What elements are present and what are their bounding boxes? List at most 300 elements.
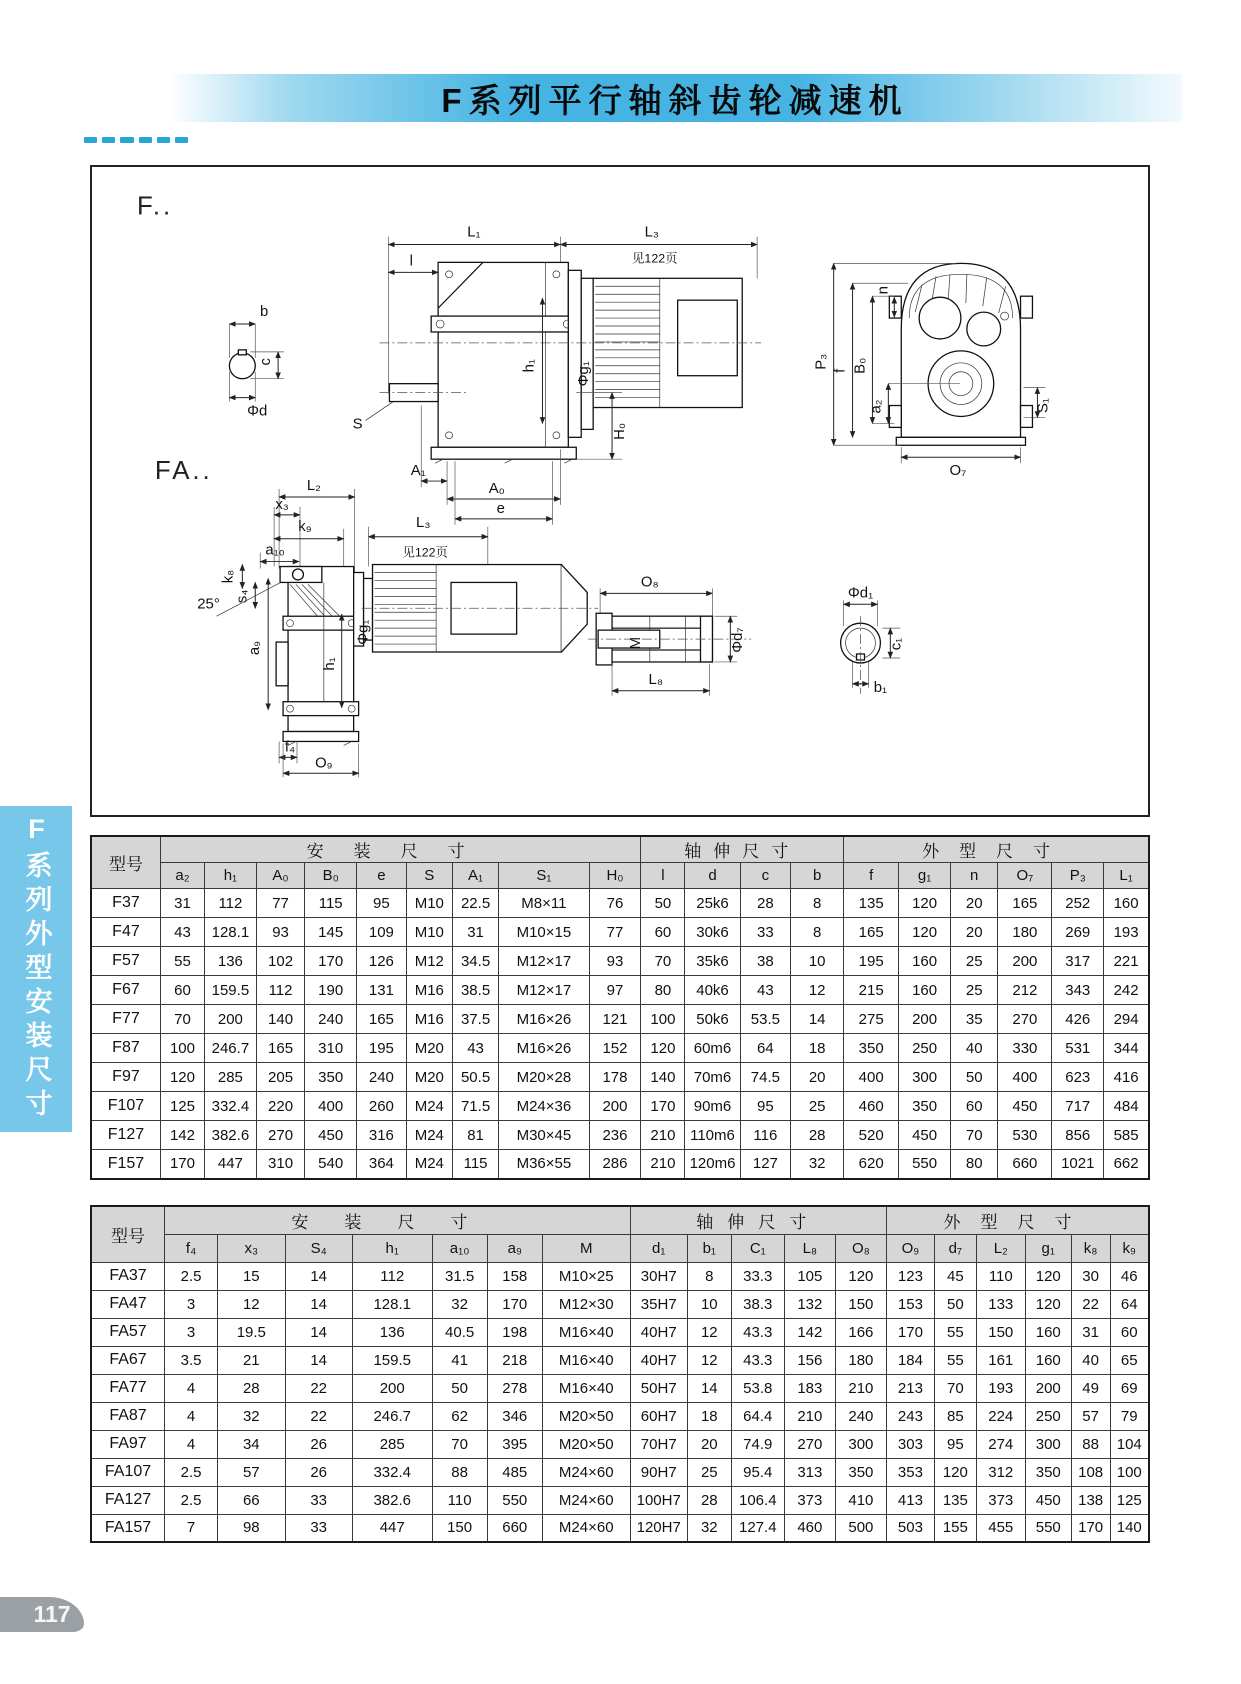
value-cell: 236 [589,1121,641,1150]
value-cell: 70 [432,1430,487,1458]
value-cell: 165 [357,1005,407,1034]
value-cell: 35 [951,1005,998,1034]
value-cell: 159.5 [352,1346,432,1374]
value-cell: 660 [487,1514,542,1542]
value-cell: 22 [1071,1290,1110,1318]
dim-label-A0: A₀ [488,480,505,497]
f-dimensions-table [90,835,1150,1180]
value-cell: 221 [1104,947,1149,976]
value-cell: 80 [641,976,685,1005]
value-cell: 159.5 [205,976,257,1005]
value-cell: 200 [205,1005,257,1034]
value-cell: 140 [1110,1514,1149,1542]
value-cell: 115 [452,1150,498,1179]
value-cell: 12 [218,1290,285,1318]
column-header-row [91,863,1149,889]
value-cell: 170 [641,1092,685,1121]
value-cell: 31.5 [432,1262,487,1290]
value-cell: 106.4 [731,1486,784,1514]
value-cell: 530 [998,1121,1052,1150]
value-cell: 260 [357,1092,407,1121]
value-cell: 145 [305,918,357,947]
bore-detail [841,585,905,695]
value-cell: 126 [357,947,407,976]
value-cell: 160 [1025,1318,1071,1346]
value-cell: 242 [1104,976,1149,1005]
column-header: O₇ [998,863,1052,889]
dim-label-h1-fa: h₁ [321,657,338,671]
column-header: f₄ [165,1234,218,1262]
value-cell: 382.6 [205,1121,257,1150]
value-cell: 32 [218,1402,285,1430]
value-cell: 14 [791,1005,844,1034]
model-column-header: 型号 [91,1206,165,1262]
value-cell: 64.4 [731,1402,784,1430]
value-cell: 150 [835,1290,886,1318]
value-cell: 35H7 [630,1290,687,1318]
value-cell: 20 [791,1063,844,1092]
sidebar-label: F系列外型安装尺寸 [21,814,52,1123]
value-cell: 33 [285,1514,352,1542]
value-cell: 25 [951,947,998,976]
value-cell: 80 [951,1150,998,1179]
drawing-panel [90,165,1150,817]
model-cell: FA37 [91,1262,165,1290]
value-cell: 484 [1104,1092,1149,1121]
value-cell: 40 [951,1034,998,1063]
value-cell: 46 [1110,1262,1149,1290]
value-cell: 64 [740,1034,791,1063]
dim-label-a2: a₂ [868,399,885,414]
value-cell: 274 [976,1430,1025,1458]
value-cell: 33 [740,918,791,947]
value-cell: M16×26 [499,1005,589,1034]
dim-label-O9: O₉ [315,755,333,772]
value-cell: 50k6 [685,1005,740,1034]
value-cell: 131 [357,976,407,1005]
value-cell: 153 [886,1290,934,1318]
model-cell: F87 [91,1034,160,1063]
value-cell: 4 [165,1430,218,1458]
table-row [91,1034,1149,1063]
value-cell: 184 [886,1346,934,1374]
column-header: S₄ [285,1234,352,1262]
value-cell: 662 [1104,1150,1149,1179]
value-cell: 64 [1110,1290,1149,1318]
value-cell: 300 [835,1430,886,1458]
value-cell: 108 [1071,1458,1110,1486]
value-cell: 32 [791,1150,844,1179]
column-header: g₁ [899,863,951,889]
value-cell: 38 [740,947,791,976]
model-cell: FA97 [91,1430,165,1458]
value-cell: 69 [1110,1374,1149,1402]
table-row [91,918,1149,947]
value-cell: 90H7 [630,1458,687,1486]
value-cell: 120m6 [685,1150,740,1179]
value-cell: 76 [589,889,641,918]
value-cell: 95 [934,1430,976,1458]
dim-label-a9: a₉ [247,640,264,656]
sidebar-tab [0,806,72,1132]
column-header: P₃ [1052,863,1104,889]
value-cell: 70 [160,1005,204,1034]
value-cell: 300 [899,1063,951,1092]
value-cell: 193 [976,1374,1025,1402]
value-cell: 60H7 [630,1402,687,1430]
value-cell: 62 [432,1402,487,1430]
dim-label-a10: a₁₀ [265,542,285,559]
column-header: b [791,863,844,889]
value-cell: 60 [641,918,685,947]
value-cell: 350 [305,1063,357,1092]
value-cell: 240 [835,1402,886,1430]
dim-label-O8: O₈ [640,574,659,591]
value-cell: 98 [218,1514,285,1542]
value-cell: 53.8 [731,1374,784,1402]
value-cell: 112 [205,889,257,918]
value-cell: 170 [487,1290,542,1318]
value-cell: 115 [305,889,357,918]
dim-label-phi-g1-fa: Φg₁ [355,619,372,645]
value-cell: 250 [1025,1402,1071,1430]
value-cell: 10 [687,1290,731,1318]
value-cell: 50 [641,889,685,918]
value-cell: 95 [357,889,407,918]
value-cell: 25k6 [685,889,740,918]
value-cell: 38.3 [731,1290,784,1318]
model-cell: F127 [91,1121,160,1150]
ref-note-f: 见122页 [632,251,678,266]
value-cell: 1021 [1052,1150,1104,1179]
value-cell: 105 [784,1262,835,1290]
dim-label-O7: O₇ [949,463,967,480]
group-header-row [91,836,1149,863]
value-cell: 531 [1052,1034,1104,1063]
value-cell: 140 [256,1005,304,1034]
title-banner [168,74,1182,122]
column-header: d [685,863,740,889]
model-cell: F97 [91,1063,160,1092]
value-cell: 2.5 [165,1486,218,1514]
value-cell: 500 [835,1514,886,1542]
group-overall-header: 外型尺寸 [844,836,1149,863]
dim-label-phi-d: Φd [247,403,268,420]
dim-label-phi-g1: Φg₁ [576,361,593,387]
value-cell: 110 [976,1262,1025,1290]
model-cell: F77 [91,1005,160,1034]
value-cell: M8×11 [499,889,589,918]
value-cell: 20 [951,918,998,947]
dim-label-f: f [832,368,849,373]
value-cell: M24×36 [499,1092,589,1121]
column-header: f [844,863,899,889]
value-cell: 70m6 [685,1063,740,1092]
value-cell: 22 [285,1374,352,1402]
value-cell: 332.4 [352,1458,432,1486]
model-cell: FA127 [91,1486,165,1514]
group-shaft-header: 轴伸尺寸 [630,1206,886,1234]
model-cell: F67 [91,976,160,1005]
hollow-shaft-detail [588,574,751,695]
dim-label-c: c [258,358,275,366]
value-cell: 400 [844,1063,899,1092]
value-cell: 252 [1052,889,1104,918]
value-cell: M20×50 [542,1430,630,1458]
value-cell: 350 [1025,1458,1071,1486]
value-cell: 210 [835,1374,886,1402]
value-cell: 35k6 [685,947,740,976]
value-cell: 104 [1110,1430,1149,1458]
value-cell: 31 [452,918,498,947]
value-cell: 540 [305,1150,357,1179]
value-cell: 120 [934,1458,976,1486]
value-cell: 32 [687,1514,731,1542]
dim-label-B0: B₀ [852,357,869,374]
column-header: e [357,863,407,889]
table-row [91,1290,1149,1318]
value-cell: 585 [1104,1121,1149,1150]
value-cell: 123 [886,1262,934,1290]
value-cell: 550 [1025,1514,1071,1542]
value-cell: 317 [1052,947,1104,976]
value-cell: 8 [687,1262,731,1290]
group-install-header: 安装尺寸 [165,1206,631,1234]
value-cell: 66 [218,1486,285,1514]
table-row [91,1121,1149,1150]
value-cell: 120 [1025,1290,1071,1318]
f-type-label: F.. [136,192,174,221]
value-cell: 218 [487,1346,542,1374]
dim-label-b1: b₁ [873,679,888,696]
value-cell: 210 [641,1150,685,1179]
table-row [91,1374,1149,1402]
value-cell: 400 [998,1063,1052,1092]
dim-label-L3-fa: L₃ [416,514,431,531]
value-cell: 395 [487,1430,542,1458]
value-cell: 12 [687,1346,731,1374]
value-cell: 285 [352,1430,432,1458]
value-cell: 170 [1071,1514,1110,1542]
value-cell: 25 [951,976,998,1005]
value-cell: 93 [256,918,304,947]
value-cell: 503 [886,1514,934,1542]
group-install-header: 安装尺寸 [160,836,640,863]
value-cell: 40k6 [685,976,740,1005]
value-cell: 40H7 [630,1318,687,1346]
value-cell: 128.1 [205,918,257,947]
value-cell: 312 [976,1458,1025,1486]
value-cell: M24×60 [542,1458,630,1486]
column-header: C₁ [731,1234,784,1262]
value-cell: 97 [589,976,641,1005]
value-cell: 198 [487,1318,542,1346]
model-cell: F47 [91,918,160,947]
value-cell: 270 [998,1005,1052,1034]
table-row [91,1092,1149,1121]
dim-label-L2: L₂ [306,478,321,495]
model-cell: F157 [91,1150,160,1179]
value-cell: M24×60 [542,1514,630,1542]
value-cell: 120 [1025,1262,1071,1290]
model-column-header: 型号 [91,836,160,889]
value-cell: 4 [165,1374,218,1402]
value-cell: M12 [406,947,452,976]
value-cell: 180 [835,1346,886,1374]
value-cell: 200 [1025,1374,1071,1402]
group-shaft-header: 轴伸尺寸 [641,836,844,863]
ref-note-fa: 见122页 [402,545,448,560]
column-header: L₁ [1104,863,1149,889]
value-cell: 270 [256,1121,304,1150]
value-cell: 55 [934,1318,976,1346]
value-cell: 285 [205,1063,257,1092]
dim-label-L3: L₃ [644,224,659,241]
value-cell: 160 [1104,889,1149,918]
value-cell: 116 [740,1121,791,1150]
logo-watermark [84,137,188,144]
column-header: L₂ [976,1234,1025,1262]
value-cell: 373 [976,1486,1025,1514]
value-cell: 15 [218,1262,285,1290]
value-cell: 90m6 [685,1092,740,1121]
value-cell: 166 [835,1318,886,1346]
value-cell: 200 [589,1092,641,1121]
value-cell: 128.1 [352,1290,432,1318]
column-header: h₁ [352,1234,432,1262]
value-cell: 213 [886,1374,934,1402]
dim-label-k8: k₈ [220,569,237,584]
value-cell: 57 [1071,1402,1110,1430]
value-cell: 165 [256,1034,304,1063]
value-cell: 60 [1110,1318,1149,1346]
value-cell: 125 [1110,1486,1149,1514]
value-cell: 127.4 [731,1514,784,1542]
dim-label-b: b [260,304,269,321]
value-cell: 7 [165,1514,218,1542]
value-cell: 100 [1110,1458,1149,1486]
value-cell: M36×55 [499,1150,589,1179]
value-cell: 120H7 [630,1514,687,1542]
value-cell: 4 [165,1402,218,1430]
value-cell: 135 [844,889,899,918]
value-cell: M20×50 [542,1402,630,1430]
value-cell: 20 [687,1430,731,1458]
value-cell: 43 [740,976,791,1005]
value-cell: 14 [285,1290,352,1318]
value-cell: 224 [976,1402,1025,1430]
value-cell: 70 [934,1374,976,1402]
table-row [91,1486,1149,1514]
value-cell: 26 [285,1458,352,1486]
column-header: h₁ [205,863,257,889]
table-row [91,976,1149,1005]
dim-label-c1: c₁ [888,637,905,651]
value-cell: 40H7 [630,1346,687,1374]
value-cell: 79 [1110,1402,1149,1430]
table-row [91,1430,1149,1458]
column-header: H₀ [589,863,641,889]
value-cell: M24 [406,1150,452,1179]
value-cell: 88 [432,1458,487,1486]
value-cell: 856 [1052,1121,1104,1150]
value-cell: 170 [886,1318,934,1346]
value-cell: 303 [886,1430,934,1458]
value-cell: 195 [844,947,899,976]
value-cell: 344 [1104,1034,1149,1063]
value-cell: M10 [406,889,452,918]
value-cell: 121 [589,1005,641,1034]
value-cell: 460 [784,1514,835,1542]
value-cell: 88 [1071,1430,1110,1458]
value-cell: 450 [998,1092,1052,1121]
table-row [91,1063,1149,1092]
value-cell: 18 [687,1402,731,1430]
value-cell: 450 [305,1121,357,1150]
value-cell: 150 [976,1318,1025,1346]
value-cell: 12 [791,976,844,1005]
value-cell: 447 [352,1514,432,1542]
value-cell: 33.3 [731,1262,784,1290]
value-cell: 316 [357,1121,407,1150]
value-cell: 3 [165,1290,218,1318]
value-cell: 43 [160,918,204,947]
table-row [91,1150,1149,1179]
table-row [91,947,1149,976]
value-cell: M16 [406,1005,452,1034]
value-cell: 400 [305,1092,357,1121]
column-header: A₁ [452,863,498,889]
value-cell: 215 [844,976,899,1005]
value-cell: 60m6 [685,1034,740,1063]
value-cell: 2.5 [165,1458,218,1486]
value-cell: 81 [452,1121,498,1150]
value-cell: M10 [406,918,452,947]
value-cell: 160 [1025,1346,1071,1374]
column-header: M [542,1234,630,1262]
value-cell: 112 [256,976,304,1005]
table-row [91,1402,1149,1430]
value-cell: 410 [835,1486,886,1514]
value-cell: 275 [844,1005,899,1034]
column-header: A₀ [256,863,304,889]
value-cell: 447 [205,1150,257,1179]
value-cell: 30H7 [630,1262,687,1290]
value-cell: 22 [285,1402,352,1430]
dim-label-phi-d1: Φd₁ [847,585,874,602]
dim-label-phi-d7: Φd₇ [730,627,747,653]
fa-dimensions-table [90,1205,1150,1543]
value-cell: 200 [899,1005,951,1034]
value-cell: 180 [998,918,1052,947]
value-cell: 450 [899,1121,951,1150]
value-cell: 142 [784,1318,835,1346]
dim-label-L8: L₈ [648,671,664,688]
value-cell: 364 [357,1150,407,1179]
page-title: F系列平行轴斜齿轮减速机 [441,81,909,119]
value-cell: M20 [406,1063,452,1092]
model-cell: FA57 [91,1318,165,1346]
value-cell: 30 [1071,1262,1110,1290]
value-cell: 55 [934,1346,976,1374]
value-cell: 28 [687,1486,731,1514]
value-cell: M20 [406,1034,452,1063]
column-header: a₉ [487,1234,542,1262]
value-cell: 210 [784,1402,835,1430]
dim-label-n: n [875,286,892,295]
group-header-row [91,1206,1149,1234]
dim-label-s4: s₄ [234,589,251,604]
